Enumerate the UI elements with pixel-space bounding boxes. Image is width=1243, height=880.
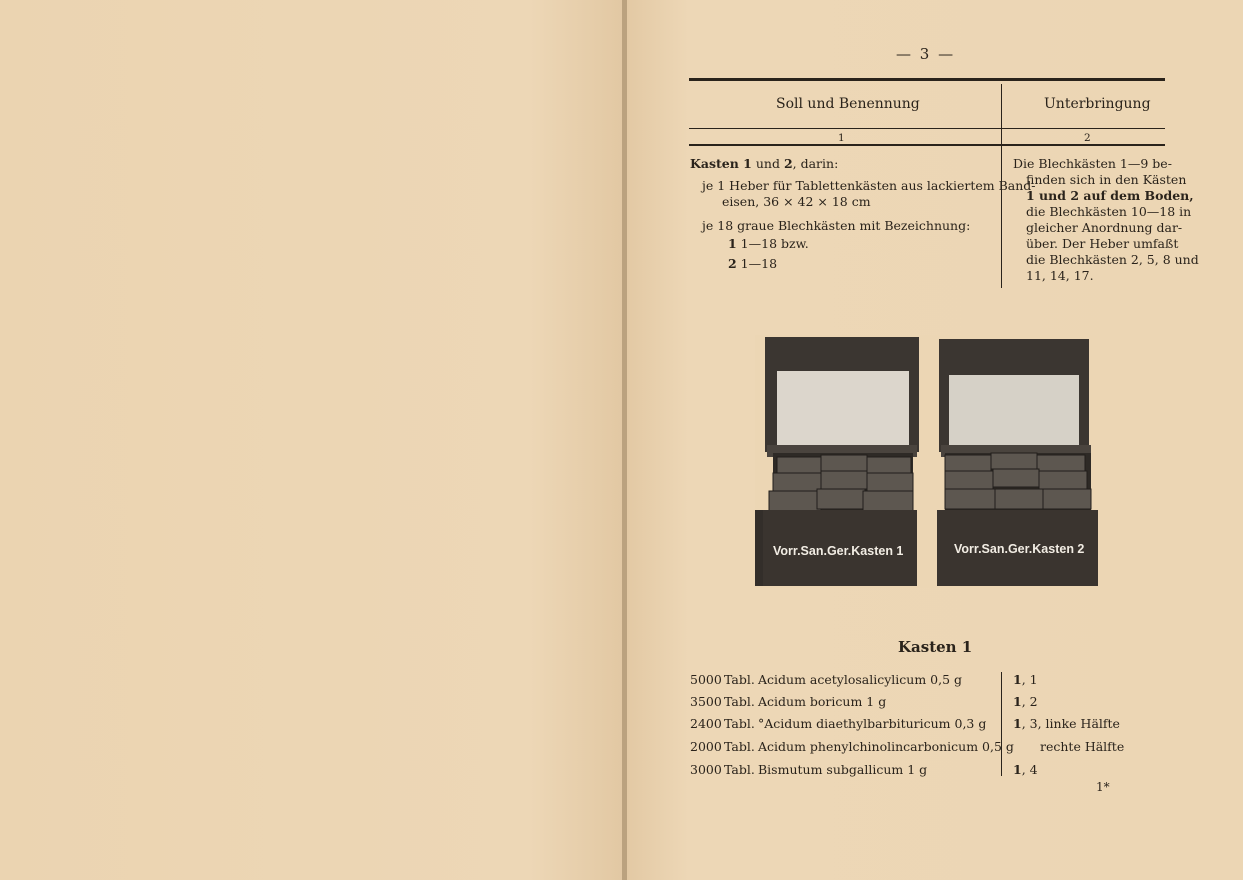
item-heber-line1: je 1 Heber für Tablettenkästen aus lackiertem Band-: [702, 178, 1036, 193]
page-number: — 3 —: [896, 45, 956, 63]
section-title-kasten-1: Kasten 1: [898, 638, 973, 656]
loc-rest: , 4: [1021, 762, 1038, 777]
unter-line-2: finden sich in den Kästen: [1026, 172, 1187, 187]
item-unit: Tabl.: [724, 694, 755, 709]
column-header-unterbringung: Unterbringung: [1044, 96, 1151, 112]
loc-bold: 1: [1013, 716, 1022, 731]
item-name: Acidum boricum 1 g: [758, 694, 887, 709]
blech-2-bold: 2: [728, 256, 737, 271]
intro-darin: , darin:: [792, 156, 839, 171]
item-location: [1013, 672, 1038, 688]
item-blechkaesten-1: [728, 236, 809, 252]
unter-line-5: gleicher Anordnung dar-: [1026, 220, 1183, 235]
item-qty: 3000: [690, 762, 722, 777]
item-location: [1013, 716, 1120, 732]
blech-1-rest: 1—18 bzw.: [736, 236, 809, 251]
item-name: Bismutum subgallicum 1 g: [758, 762, 928, 777]
item-unit: Tabl.: [724, 739, 755, 754]
item-qty: 5000: [690, 672, 722, 687]
intro-bold-2: 2: [783, 156, 793, 171]
item-qty: 2000: [690, 739, 722, 754]
loc-rest: , 2: [1021, 694, 1038, 709]
boxes-photograph: [755, 335, 1100, 588]
blech-1-bold: 1: [728, 236, 737, 251]
table-header-rule: [689, 128, 1165, 129]
unter-line-4: die Blechkästen 10—18 in: [1026, 204, 1192, 219]
item-name: Acidum phenylchinolincarbonicum 0,5 g: [758, 739, 1014, 754]
item-location: [1013, 762, 1038, 778]
loc-bold: 1: [1013, 762, 1022, 777]
unter-line-8: 11, 14, 17.: [1026, 268, 1094, 283]
list-column-divider: [1001, 672, 1002, 776]
blech-2-rest: 1—18: [736, 256, 778, 271]
signature-mark: 1*: [1096, 780, 1110, 794]
item-unit: Tabl.: [724, 762, 755, 777]
loc-bold: 1: [1013, 694, 1022, 709]
box-2-label: Vorr.San.Ger.Kasten 2: [954, 542, 1085, 556]
item-location: [1013, 694, 1038, 710]
loc-rest: , 3, linke Hälfte: [1021, 716, 1120, 731]
kasten-intro: [690, 156, 838, 172]
unter-line-6: über. Der Heber umfaßt: [1026, 236, 1179, 251]
column-header-soll: Soll und Benennung: [776, 96, 920, 112]
unter-line-1: Die Blechkästen 1—9 be-: [1013, 156, 1172, 171]
item-heber-line2: eisen, 36 × 42 × 18 cm: [722, 194, 871, 209]
item-unit: Tabl.: [724, 672, 755, 687]
item-qty: 2400: [690, 716, 722, 731]
item-name: °Acidum diaethylbarbituricum 0,3 g: [758, 716, 987, 731]
item-unit: Tabl.: [724, 716, 755, 731]
item-blechkaesten: je 18 graue Blechkästen mit Bezeichnung:: [702, 218, 971, 233]
loc-bold: 1: [1013, 672, 1022, 687]
intro-und: und: [751, 156, 784, 171]
column-number-1: 1: [838, 132, 845, 144]
item-name: Acidum acetylosalicylicum 0,5 g: [758, 672, 963, 687]
loc-rest: rechte Hälfte: [1040, 739, 1125, 754]
unter-line-3: 1 und 2 auf dem Boden,: [1026, 188, 1194, 203]
item-blechkaesten-2: [728, 256, 777, 272]
item-qty: 3500: [690, 694, 722, 709]
table-number-rule: [689, 144, 1165, 146]
loc-rest: , 1: [1021, 672, 1038, 687]
column-number-2: 2: [1084, 132, 1091, 144]
item-location: [1040, 739, 1124, 755]
box-1-label: Vorr.San.Ger.Kasten 1: [773, 544, 904, 558]
intro-bold-kasten: Kasten 1: [690, 156, 752, 171]
unter-line-7: die Blechkästen 2, 5, 8 und: [1026, 252, 1199, 267]
table-top-rule: [689, 78, 1165, 81]
